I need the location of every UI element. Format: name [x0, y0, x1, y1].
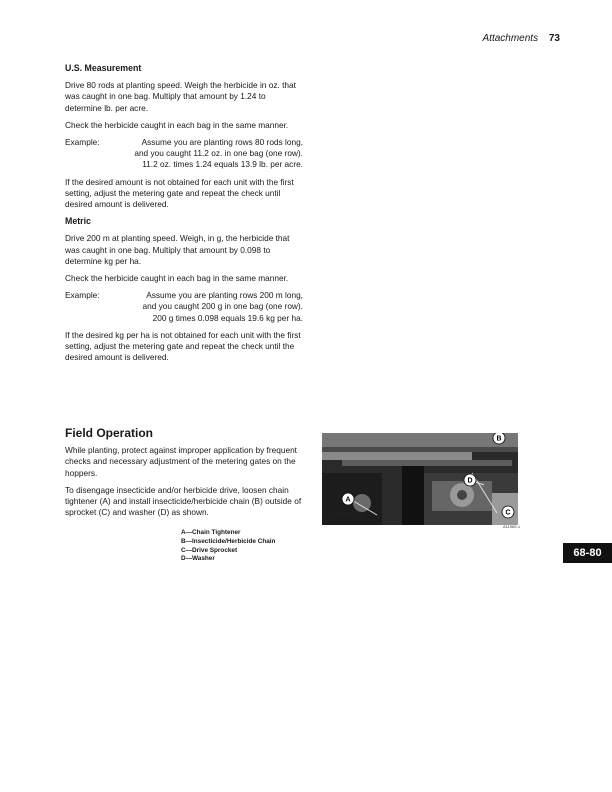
field-paragraph-2: To disengage insecticide and/or herbicide drive, loosen chain tightener (A) and install insecticide/herbicide chain (B) outside of sprocket (C) and washer (D) as shown.	[65, 484, 302, 518]
us-example-line: 11.2 oz. times 1.24 equals 13.9 lb. per acre.	[142, 159, 303, 170]
field-operation-section	[65, 428, 303, 524]
us-paragraph-2: Check the herbicide caught in each bag in the same manner.	[65, 119, 289, 130]
legend-item: C—Drive Sprocket	[181, 546, 238, 554]
callout-b: B	[496, 435, 502, 443]
figure-code: A11960-1	[330, 512, 364, 520]
metric-paragraph-3: If the desired kg per ha is not obtained for each unit with the first setting, adjust the metering gate and repeat the check until the desired amount is delivered.	[65, 329, 301, 363]
us-example-line: Assume you are planting rows 80 rods long,	[141, 137, 303, 148]
figure-code-small: A11960-1	[503, 524, 521, 529]
legend-item: D—Washer	[181, 555, 215, 563]
field-heading: Field Operation	[65, 426, 154, 440]
page-number: 73	[548, 33, 560, 44]
metric-example-line: 200 g times 0.098 equals 19.6 kg per ha.	[152, 312, 303, 323]
figure-legend	[181, 529, 275, 564]
metric-paragraph-1: Drive 200 m at planting speed. Weigh, in g, the herbicide that was caught in one bag. Multiply that amount by 0.098 to determine kg per ha.	[65, 233, 290, 266]
us-example-line: and you caught 11.2 oz. in one bag (one row).	[134, 148, 303, 159]
section-tab: 68-80	[563, 543, 612, 563]
us-heading: U.S. Measurement	[65, 63, 142, 73]
metric-example-line: and you caught 200 g in one bag (one row).	[142, 301, 303, 312]
metric-example	[65, 290, 303, 324]
us-paragraph-3: If the desired amount is not obtained for each unit with the first setting, adjust the metering gate and repeat the check until desired amount is delivered.	[65, 176, 294, 210]
section-title: Attachments	[482, 33, 539, 44]
us-example	[65, 137, 303, 171]
metric-example-line: Assume you are planting rows 200 m long,	[146, 290, 303, 301]
us-example-label: Example:	[65, 137, 100, 148]
callout-a: A	[345, 496, 351, 504]
legend-item: B—Insecticide/Herbicide Chain	[181, 537, 276, 545]
measurement-column	[65, 63, 303, 369]
legend-item: A—Chain Tightener	[181, 529, 241, 536]
metric-paragraph-2: Check the herbicide caught in each bag in the same manner.	[65, 273, 289, 284]
page-header	[483, 33, 561, 44]
field-paragraph-1: While planting, protect against improper application by frequent checks and necessary adjustment of the metering gates on the hoppers.	[65, 445, 297, 478]
us-paragraph-1: Drive 80 rods at planting speed. Weigh the herbicide in oz. that was caught in one bag. Multiply that amount by 1.24 to determine lb. per acre.	[65, 80, 296, 113]
metric-heading: Metric	[65, 216, 91, 227]
callout-c: C	[505, 509, 511, 517]
callout-d: D	[467, 477, 473, 485]
metric-example-label: Example:	[65, 290, 100, 301]
